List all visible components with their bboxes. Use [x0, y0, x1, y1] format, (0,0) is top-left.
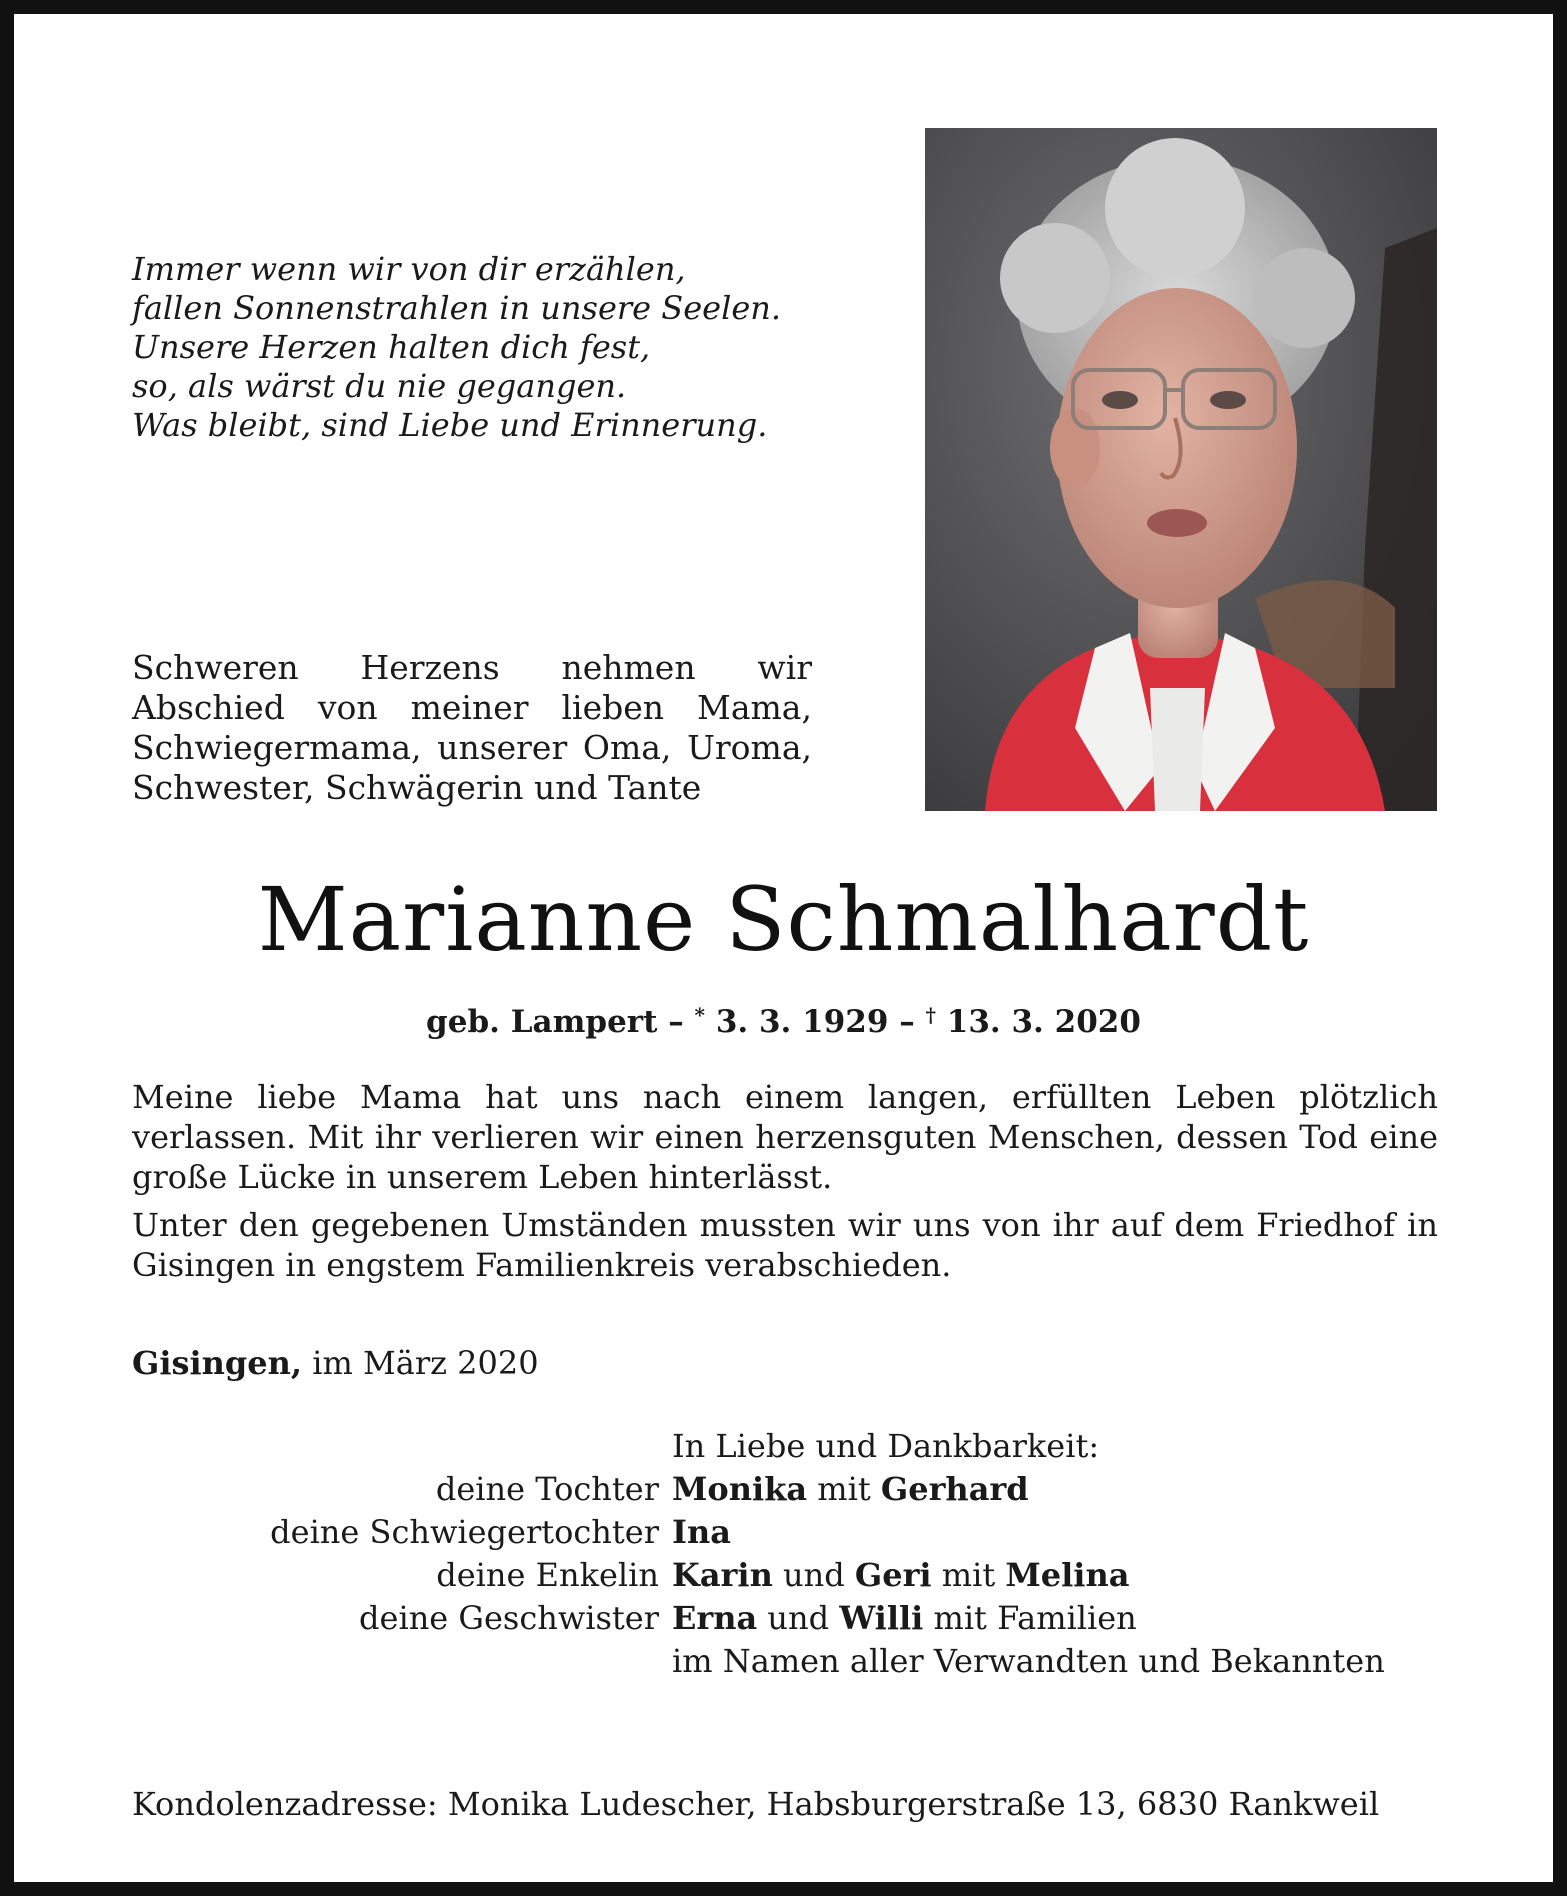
- birth-star-icon: *: [694, 1003, 706, 1027]
- poem-line: so, als wärst du nie gegangen.: [132, 367, 627, 405]
- place-month: im März 2020: [312, 1344, 539, 1382]
- death-cross-icon: †: [925, 1003, 936, 1027]
- mourner-connector: mit: [931, 1556, 1006, 1594]
- poem-line: Unsere Herzen halten dich fest,: [132, 328, 651, 366]
- announcement-body: [132, 1077, 1438, 1285]
- mourner-row: [0, 1597, 1567, 1640]
- paragraph: Unter den gegebenen Umständen mussten wir uns von ihr auf dem Friedhof in Gisingen in engstem Familienkreis verabschieden.: [132, 1206, 1438, 1284]
- mourner-name: Geri: [854, 1556, 932, 1594]
- mourner-connector: und: [757, 1599, 840, 1637]
- mourner-name: Ina: [672, 1513, 731, 1551]
- intro-word: Uroma,: [687, 728, 812, 767]
- mourners-closing: im Namen aller Verwandten und Bekannten: [672, 1642, 1385, 1680]
- mourner-connector: mit Familien: [923, 1599, 1137, 1637]
- mourner-row: [0, 1554, 1567, 1597]
- intro-word: Schwester, Schwägerin und Tante: [132, 768, 702, 807]
- mourner-connector: und: [772, 1556, 855, 1594]
- mourner-name: Erna: [672, 1599, 758, 1637]
- intro-line: [132, 688, 812, 728]
- poem-line: Was bleibt, sind Liebe und Erinnerung.: [132, 406, 768, 444]
- poem-line: fallen Sonnenstrahlen in unsere Seelen.: [132, 289, 782, 327]
- mourner-relation: deine Schwiegertochter: [270, 1513, 659, 1551]
- condolence-address: Kondolenzadresse: Monika Ludescher, Habsburgerstraße 13, 6830 Rankweil: [132, 1785, 1380, 1823]
- memorial-poem: [132, 250, 812, 445]
- death-date: 13. 3. 2020: [946, 1004, 1141, 1040]
- intro-word: Abschied: [132, 688, 285, 727]
- intro-word: wir: [757, 648, 812, 687]
- intro-word: meiner: [410, 688, 529, 727]
- mourner-name: Karin: [672, 1556, 773, 1594]
- dash: –: [899, 1004, 915, 1040]
- intro-word: Oma,: [582, 728, 672, 767]
- portrait-photo: [925, 128, 1437, 811]
- intro-word: lieben: [561, 688, 665, 727]
- mourner-names: [672, 1511, 1452, 1554]
- mourner-name: Gerhard: [880, 1470, 1029, 1508]
- life-dates: [0, 995, 1567, 1042]
- intro-word: von: [317, 688, 378, 727]
- mourner-names: [672, 1597, 1452, 1640]
- mourner-name: Melina: [1005, 1556, 1130, 1594]
- place-city: Gisingen,: [132, 1344, 303, 1382]
- intro-word: nehmen: [561, 648, 696, 687]
- mourners-closing-row: [0, 1640, 1567, 1683]
- intro-word: Mama,: [697, 688, 812, 727]
- mourner-names: [672, 1554, 1452, 1597]
- mourner-connector: mit: [807, 1470, 881, 1508]
- intro-word: Herzens: [360, 648, 500, 687]
- dash: –: [668, 1004, 684, 1040]
- mourner-name: Monika: [672, 1470, 808, 1508]
- mourner-relation: deine Tochter: [435, 1470, 659, 1508]
- deceased-name: Marianne Schmalhardt: [257, 868, 1310, 971]
- birth-date: 3. 3. 1929: [715, 1004, 889, 1040]
- mourner-relation: deine Geschwister: [359, 1599, 659, 1637]
- intro-line: [132, 648, 812, 688]
- mourner-relation: deine Enkelin: [436, 1556, 659, 1594]
- mourner-names: [672, 1468, 1452, 1511]
- mourner-row: [0, 1468, 1567, 1511]
- intro-text: [132, 648, 812, 808]
- poem-line: Immer wenn wir von dir erzählen,: [132, 250, 686, 288]
- mourner-row: [0, 1511, 1567, 1554]
- paragraph: Meine liebe Mama hat uns nach einem langen, erfüllten Leben plötzlich verlassen. Mit ihr verlieren wir einen herzensguten Menschen, dessen Tod eine große Lücke in unserem Leben hinterlässt.: [132, 1078, 1438, 1196]
- maiden-name: geb. Lampert: [426, 1004, 658, 1040]
- place-date: [132, 1343, 539, 1383]
- mourner-name: Willi: [839, 1599, 924, 1637]
- intro-line: [132, 728, 812, 768]
- intro-word: Schwiegermama,: [132, 728, 422, 767]
- mourners-heading-row: [0, 1425, 1567, 1468]
- mourners-list: [0, 1425, 1567, 1683]
- intro-word: Schweren: [132, 648, 299, 687]
- intro-line: [132, 768, 812, 808]
- intro-word: unserer: [437, 728, 568, 767]
- mourners-heading: In Liebe und Dankbarkeit:: [672, 1427, 1100, 1465]
